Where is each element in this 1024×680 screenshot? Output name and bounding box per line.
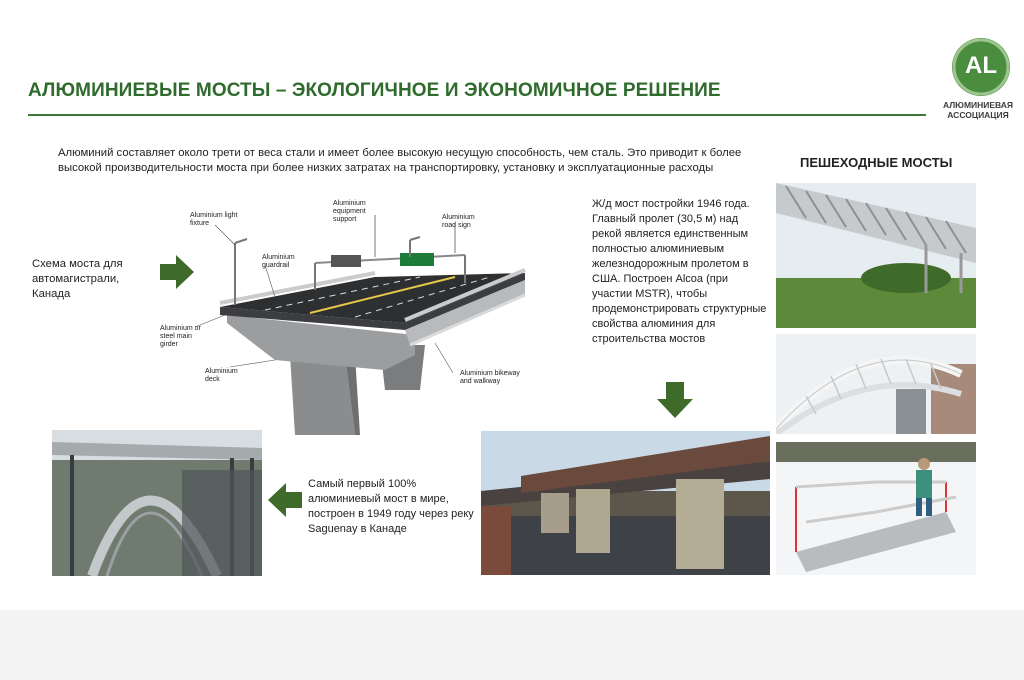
title-divider <box>28 114 926 116</box>
logo <box>952 38 1010 96</box>
rail-bridge-photo <box>481 431 770 575</box>
label-bikeway: Aluminium bikeway and walkway <box>460 370 520 385</box>
label-deck: Aluminium deck <box>205 368 238 383</box>
first-aluminium-bridge-photo <box>52 430 262 576</box>
footer-band <box>0 610 1024 680</box>
logo-letters: AL <box>965 52 997 79</box>
arrow-left-icon <box>268 483 302 517</box>
pedestrian-bridges-title: ПЕШЕХОДНЫЕ МОСТЫ <box>800 155 953 170</box>
arrow-down-icon <box>657 382 693 418</box>
logo-caption-line2: АССОЦИАЦИЯ <box>947 110 1009 120</box>
rail-bridge-description: Ж/д мост постройки 1946 года. Главный пролет (30,5 м) над рекой является единственным полностью алюминиевым железнодорожным пролетом в США. Построен Alcoa (при участии MSTR), чтобы продемонстрировать структурные свойства алюминия для строительства мостов <box>592 198 767 345</box>
label-equipment-support: Aluminium equipment support <box>333 200 366 223</box>
first-bridge-description: Самый первый 100% алюминиевый мост в мире, построен в 1949 году через реку Saguenay в Канаде <box>308 478 474 535</box>
logo-caption-line1: АЛЮМИНИЕВАЯ <box>942 100 1014 110</box>
intro-paragraph: Алюминий составляет около трети от веса стали и имеет более высокую несущую способность, чем сталь. Это приводит к более высокой производительности моста при более низких затратах на транспортировку, установку и эксплуатационные расходы <box>58 147 742 174</box>
label-main-girder: Aluminium or steel main girder <box>160 325 201 348</box>
pedestrian-bridge-photo-1 <box>776 183 976 328</box>
label-guardrail: Aluminium guardrail <box>262 254 295 269</box>
label-road-sign: Aluminium road sign <box>442 214 475 229</box>
highway-bridge-label: Схема моста для автомагистрали, Канада <box>32 258 123 300</box>
pedestrian-bridge-photo-3 <box>776 442 976 575</box>
bridge-illustration <box>155 195 545 440</box>
highway-bridge-diagram <box>155 195 545 440</box>
page-title: АЛЮМИНИЕВЫЕ МОСТЫ – ЭКОЛОГИЧНОЕ И ЭКОНОМИЧНОЕ РЕШЕНИЕ <box>28 80 721 101</box>
pedestrian-bridge-photo-2 <box>776 334 976 434</box>
label-light-fixture: Aluminium light fixture <box>190 212 238 227</box>
logo-caption <box>930 100 1024 120</box>
